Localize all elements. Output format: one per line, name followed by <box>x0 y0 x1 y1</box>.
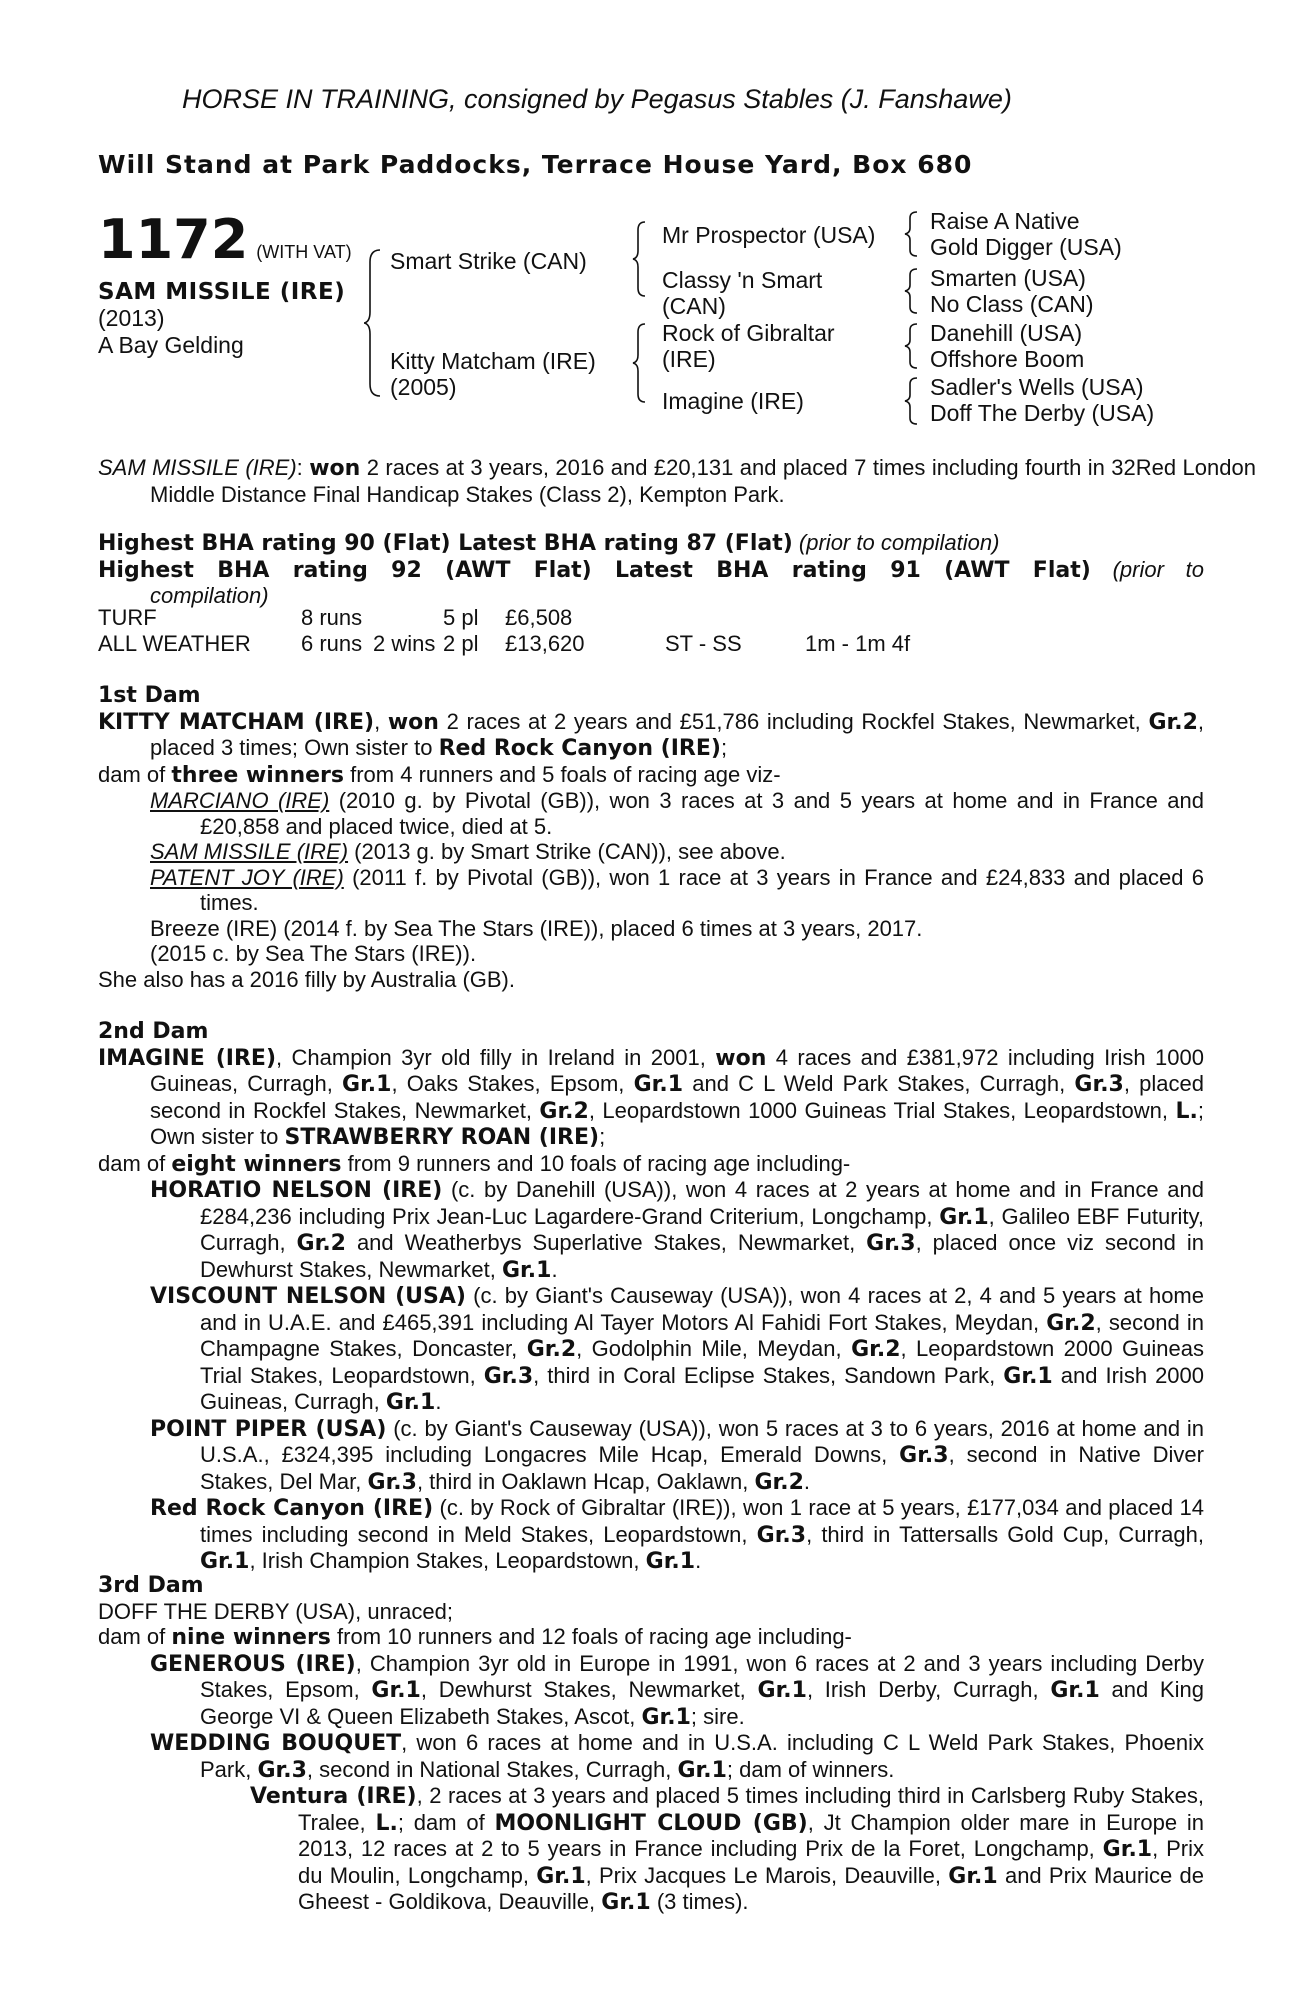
lot-number: 1172 <box>98 208 249 271</box>
rating-flat-note: (prior to compilation) <box>798 530 1000 555</box>
grade-badge: Gr.3 <box>1074 1072 1124 1097</box>
text: , second in Native Diver Stakes, Del Mar, <box>200 1442 1204 1494</box>
produce-item <box>98 1783 1204 1916</box>
grade-badge: Gr.2 <box>296 1231 346 1256</box>
produce-name: Ventura (IRE) <box>250 1784 417 1809</box>
text: . <box>435 1389 442 1414</box>
grade-badge: Gr.1 <box>633 1072 684 1097</box>
grade-badge: Gr.1 <box>677 1757 727 1783</box>
third-dam-heading: 3rd Dam <box>98 1573 204 1598</box>
rating-awt-note-cont: compilation) <box>150 583 269 608</box>
rating-flat-text: Highest BHA rating 90 (Flat) Latest BHA rating 87 (Flat) <box>98 531 793 556</box>
pedigree-dss <box>930 320 1084 372</box>
grade-badge: Gr.2 <box>1148 709 1198 735</box>
produce-item <box>98 1651 1204 1731</box>
summary-colon: : <box>296 455 303 480</box>
second-dam-winners: eight winners <box>171 1151 342 1177</box>
location-line: Will Stand at Park Paddocks, Terrace House Yard, Box 680 <box>98 150 973 179</box>
vat-note: (WITH VAT) <box>256 242 352 262</box>
text: and King George VI & Queen Elizabeth Stakes, Ascot, <box>200 1677 1204 1729</box>
race-record-table <box>98 605 945 656</box>
record-placed: 5 pl <box>443 605 479 630</box>
text: , Prix Jacques Le Marois, Deauville, <box>585 1862 942 1888</box>
text: , placed once viz second in Dewhurst Stakes, Newmarket, <box>200 1230 1204 1282</box>
record-wins: 2 wins <box>373 630 436 656</box>
text: , second in Champagne Stakes, Doncaster, <box>200 1309 1204 1361</box>
text: , 2 races at 3 years and placed 5 times including third in Carlsberg Ruby Stakes, Tralee, <box>298 1783 1204 1835</box>
first-dam-text-2: , placed 3 times; Own sister to <box>150 708 1204 760</box>
grade-badge: Gr.1 <box>385 1390 436 1415</box>
record-row <box>98 631 945 657</box>
pedigree-sss <box>930 208 1122 260</box>
record-distance <box>805 605 945 631</box>
produce-name: POINT PIPER (USA) <box>150 1416 387 1442</box>
race-summary <box>98 455 1256 507</box>
rating-flat <box>98 530 1204 557</box>
second-dam-produce-summary <box>98 1151 1204 1178</box>
pedigree-brace-main <box>364 248 384 398</box>
grade-badge: Gr.1 <box>601 1890 651 1915</box>
third-dam-section <box>98 1573 1204 1916</box>
second-dam-section <box>98 1019 1204 1575</box>
ratings-block <box>98 530 1204 609</box>
produce-name: WEDDING BOUQUET <box>150 1731 402 1756</box>
text: ; sire. <box>690 1703 745 1729</box>
produce-item <box>98 1177 1204 1283</box>
record-going <box>665 605 805 631</box>
record-surface: TURF <box>98 605 157 630</box>
summary-text: 2 races at 3 years, 2016 and £20,131 and placed 7 times including fourth in 32Red London Middle Distance Final Handicap Stakes (Class 2), Kempton Park. <box>150 455 1256 507</box>
grade-badge: Gr.2 <box>1046 1310 1096 1336</box>
grade-badge: Gr.3 <box>899 1443 949 1468</box>
text: , Prix du Moulin, Longchamp, <box>298 1836 1204 1888</box>
text: and Prix Maurice de Gheest - Goldikova, Deauville, <box>298 1862 1204 1914</box>
grade-badge: L. <box>375 1810 398 1836</box>
record-prize: £13,620 <box>505 630 585 656</box>
pedigree-dds-name: Sadler's Wells (USA) <box>930 374 1144 400</box>
text: , Dewhurst Stakes, Newmarket, <box>420 1677 746 1702</box>
produce-name: PATENT JOY (IRE) <box>150 864 344 890</box>
text: from 10 runners and 12 foals of racing age including- <box>337 1624 852 1649</box>
grade-badge: L. <box>1175 1098 1198 1124</box>
pedigree-ddd-name: Doff The Derby (USA) <box>930 400 1155 426</box>
produce-name: GENEROUS (IRE) <box>150 1651 356 1677</box>
first-dam-produce-summary <box>98 762 1204 789</box>
text: , Champion 3yr old filly in Ireland in 2001, <box>276 1044 706 1070</box>
grade-badge: Gr.1 <box>536 1863 586 1889</box>
text: and Weatherbys Superlative Stakes, Newmarket, <box>356 1230 856 1255</box>
text: , third in Tattersalls Gold Cup, Curragh, <box>806 1521 1204 1547</box>
grade-badge: Gr.3 <box>866 1231 916 1256</box>
text: , placed second in Rockfel Stakes, Newmarket, <box>150 1071 1204 1123</box>
pedigree-dss-name: Danehill (USA) <box>930 320 1083 346</box>
text: (c. by Giant's Causeway (USA)), won 4 races at 2, 4 and 5 years at home and in U.A.E. and £465,391 including Al Tayer Motors Al Fahidi Fort Stakes, Meydan, <box>200 1283 1204 1335</box>
third-dam-produce-summary <box>98 1624 1204 1651</box>
produce-item <box>98 865 1204 916</box>
text: , Leopardstown 2000 Guineas Trial Stakes, Leopardstown, <box>200 1336 1204 1388</box>
produce-item: (2015 c. by Sea The Stars (IRE)). <box>150 941 477 966</box>
text: , won 6 races at home and in U.S.A. including C L Weld Park Stakes, Phoenix Park, <box>200 1730 1204 1782</box>
second-dam-name: IMAGINE (IRE) <box>98 1045 276 1071</box>
second-dam-sister: STRAWBERRY ROAN (IRE) <box>284 1125 600 1150</box>
text: from 9 runners and 10 foals of racing age including- <box>347 1150 851 1176</box>
text: (c. by Giant's Causeway (USA)), won 5 races at 3 to 6 years, 2016 at home and in U.S.A., £324,395 including Longacres Mile Hcap, Emerald Downs, <box>200 1415 1204 1467</box>
grade-badge: Gr.3 <box>257 1757 307 1783</box>
grade-badge: Gr.1 <box>200 1549 250 1574</box>
grade-badge: Gr.1 <box>641 1704 691 1730</box>
pedigree-sire: Smart Strike (CAN) <box>390 248 587 274</box>
pedigree-brace-dam <box>632 322 648 404</box>
record-surface: ALL WEATHER <box>98 630 251 656</box>
horse-description: A Bay Gelding <box>98 332 244 358</box>
text: , Godolphin Mile, Meydan, <box>576 1336 842 1361</box>
text: . <box>695 1548 702 1573</box>
produce-item <box>98 1730 1204 1783</box>
grade-badge: Gr.1 <box>371 1678 421 1703</box>
pedigree-sire-dam <box>662 267 822 319</box>
pedigree-sire-sire: Mr Prospector (USA) <box>662 222 876 248</box>
grade-badge: Gr.1 <box>948 1863 998 1889</box>
grade-badge: Gr.2 <box>754 1469 804 1495</box>
pedigree-brace-sd <box>904 267 920 315</box>
text: ; <box>599 1124 606 1149</box>
text: , third in Oaklawn Hcap, Oaklawn, <box>416 1468 749 1494</box>
third-dam-winners: nine winners <box>171 1625 331 1650</box>
text: ; dam of winners. <box>726 1756 895 1782</box>
second-dam-record <box>98 1045 1204 1151</box>
text: and Irish 2000 Guineas, Curragh, <box>200 1362 1205 1414</box>
produce-note: She also has a 2016 filly by Australia (GB). <box>98 966 515 992</box>
record-distance: 1m - 1m 4f <box>805 630 911 656</box>
first-dam-winners: three winners <box>171 762 344 788</box>
text: (3 times). <box>656 1889 749 1914</box>
pedigree-brace-sire <box>632 220 648 298</box>
produce-name: MARCIANO (IRE) <box>150 788 330 813</box>
grade-badge: Gr.1 <box>1050 1678 1100 1703</box>
grade-badge: Gr.3 <box>367 1469 417 1495</box>
pedigree-sds-name: Smarten (USA) <box>930 265 1086 291</box>
horse-year: (2013) <box>98 305 165 331</box>
record-runs: 8 runs <box>301 605 363 630</box>
won: won <box>715 1045 767 1071</box>
pedigree-sss-name: Raise A Native <box>930 208 1080 234</box>
grade-badge: Gr.1 <box>645 1549 696 1574</box>
record-wins <box>373 605 443 631</box>
pedigree-dam-sire <box>662 320 835 372</box>
grade-badge: Gr.2 <box>539 1098 589 1124</box>
first-dam-text-1: 2 races at 2 years and £51,786 including Rockfel Stakes, Newmarket, <box>446 708 1141 734</box>
grade-badge: Gr.1 <box>1003 1363 1053 1389</box>
page-header: HORSE IN TRAINING, consigned by Pegasus Stables (J. Fanshawe) <box>182 84 1012 114</box>
produce-name: VISCOUNT NELSON (USA) <box>150 1284 466 1309</box>
text: (c. by Danehill (USA)), won 4 races at 2 years at home and in France and £284,236 including Prix Jean-Luc Lagardere-Grand Criterium, Longchamp, <box>200 1177 1204 1229</box>
grade-badge: Gr.1 <box>502 1257 552 1283</box>
grade-badge: Gr.1 <box>1102 1837 1153 1862</box>
pedigree-brace-dd <box>904 376 920 426</box>
pedigree-sire-dam-line2: (CAN) <box>662 293 726 319</box>
record-placed: 2 pl <box>443 630 479 656</box>
produce-item <box>98 1495 1204 1575</box>
pedigree-dds <box>930 374 1154 426</box>
produce-text: (2010 g. by Pivotal (GB)), won 3 races at 3 and 5 years at home and in France and £20,858 and placed twice, died at 5. <box>200 788 1204 839</box>
rating-awt-note: (prior to <box>1112 556 1204 582</box>
record-going: ST - SS <box>665 630 742 656</box>
dam-of-label: dam of <box>98 1624 166 1649</box>
text: , Jt Champion older mare in Europe in 2013, 12 races at 2 to 5 years in France including Prix de la Foret, Longchamp, <box>298 1809 1204 1861</box>
produce-name: MOONLIGHT CLOUD (GB) <box>494 1810 808 1836</box>
pedigree-dsd-name: Offshore Boom <box>930 346 1085 372</box>
produce-item <box>98 839 1204 865</box>
produce-item <box>98 1283 1204 1416</box>
text: , Champion 3yr old in Europe in 1991, won 6 races at 2 and 3 years including Derby Stakes, Epsom, <box>200 1650 1204 1702</box>
record-runs: 6 runs <box>301 630 363 656</box>
pedigree-dam-dam: Imagine (IRE) <box>662 388 804 414</box>
pedigree-sdd-name: No Class (CAN) <box>930 291 1094 317</box>
record-row <box>98 605 945 631</box>
pedigree-brace-ss <box>904 210 920 258</box>
produce-item <box>98 788 1204 839</box>
third-dam-line: DOFF THE DERBY (USA), unraced; <box>98 1598 453 1624</box>
produce-name: Red Rock Canyon (IRE) <box>150 1496 434 1521</box>
first-dam-heading: 1st Dam <box>98 683 201 708</box>
first-dam-record: KITTY MATCHAM (IRE), won 2 races at 2 years and £51,786 including Rockfel Stakes, Newmarket, Gr.2, placed 3 times; Own sister to Red Rock Canyon (IRE); <box>98 708 1204 761</box>
pedigree-dam-sire-line2: (IRE) <box>662 346 716 372</box>
record-prize: £6,508 <box>505 605 573 630</box>
first-dam-won: won <box>387 709 439 735</box>
text: (c. by Rock of Gibraltar (IRE)), won 1 race at 5 years, £177,034 and placed 14 times including second in Meld Stakes, Leopardstown, <box>200 1495 1204 1547</box>
text: . <box>803 1468 811 1494</box>
pedigree-brace-ds <box>904 322 920 370</box>
first-dam-sister: Red Rock Canyon (IRE) <box>438 736 721 761</box>
produce-text: (2011 f. by Pivotal (GB)), won 1 race at 3 years in France and £24,833 and placed 6 times. <box>200 864 1204 915</box>
first-dam-text-3: ; <box>720 735 728 760</box>
produce-text: (2013 g. by Smart Strike (CAN)), see above. <box>354 839 786 864</box>
text: , Irish Derby, Curragh, <box>806 1677 1039 1702</box>
grade-badge: Gr.3 <box>756 1522 807 1548</box>
rating-awt <box>98 557 1204 584</box>
first-dam-section <box>98 683 1204 992</box>
pedigree-ssd-name: Gold Digger (USA) <box>930 234 1122 260</box>
grade-badge: Gr.2 <box>851 1337 901 1362</box>
dam-of-label: dam of <box>98 1150 166 1176</box>
pedigree-sds <box>930 265 1094 317</box>
grade-badge: Gr.1 <box>342 1072 392 1097</box>
dam-of-label: dam of <box>98 761 166 787</box>
text: , Irish Champion Stakes, Leopardstown, <box>249 1548 640 1573</box>
grade-badge: Gr.2 <box>526 1337 577 1362</box>
first-dam-name: KITTY MATCHAM (IRE) <box>98 709 375 735</box>
pedigree-dam <box>390 348 596 400</box>
text: ; dam of <box>397 1809 485 1835</box>
first-dam-text-4: from 4 runners and 5 foals of racing age viz- <box>350 761 781 787</box>
produce-item: Breeze (IRE) (2014 f. by Sea The Stars (IRE)), placed 6 times at 3 years, 2017. <box>150 915 923 941</box>
text: 4 races and £381,972 including Irish 1000 Guineas, Curragh, <box>150 1044 1204 1096</box>
pedigree-sire-dam-line1: Classy 'n Smart <box>662 267 823 293</box>
pedigree-dam-year: (2005) <box>390 374 457 400</box>
summary-won: won <box>309 456 361 481</box>
text: , second in National Stakes, Curragh, <box>306 1756 672 1782</box>
grade-badge: Gr.1 <box>939 1204 989 1230</box>
pedigree-dam-name: Kitty Matcham (IRE) <box>390 348 596 374</box>
grade-badge: Gr.1 <box>757 1678 807 1703</box>
produce-name: SAM MISSILE (IRE) <box>150 839 349 864</box>
summary-horse-name: SAM MISSILE (IRE) <box>98 455 297 480</box>
rating-awt-text: Highest BHA rating 92 (AWT Flat) Latest BHA rating 91 (AWT Flat) <box>98 557 1091 583</box>
pedigree-dam-sire-line1: Rock of Gibraltar <box>662 320 835 346</box>
text: . <box>551 1256 558 1282</box>
text: , Oaks Stakes, Epsom, <box>391 1071 625 1096</box>
text: ; Own sister to <box>150 1097 1204 1149</box>
text: , Leopardstown 1000 Guineas Trial Stakes, Leopardstown, <box>588 1097 1168 1123</box>
text: and C L Weld Park Stakes, Curragh, <box>692 1071 1066 1096</box>
grade-badge: Gr.3 <box>483 1363 534 1389</box>
text: , Galileo EBF Futurity, Curragh, <box>200 1203 1204 1255</box>
produce-item <box>98 1416 1204 1496</box>
produce-name: HORATIO NELSON (IRE) <box>150 1178 443 1203</box>
horse-name: SAM MISSILE (IRE) <box>98 279 346 305</box>
lot-number-block <box>98 208 352 271</box>
text: , third in Coral Eclipse Stakes, Sandown Park, <box>533 1362 996 1388</box>
second-dam-heading: 2nd Dam <box>98 1019 209 1044</box>
